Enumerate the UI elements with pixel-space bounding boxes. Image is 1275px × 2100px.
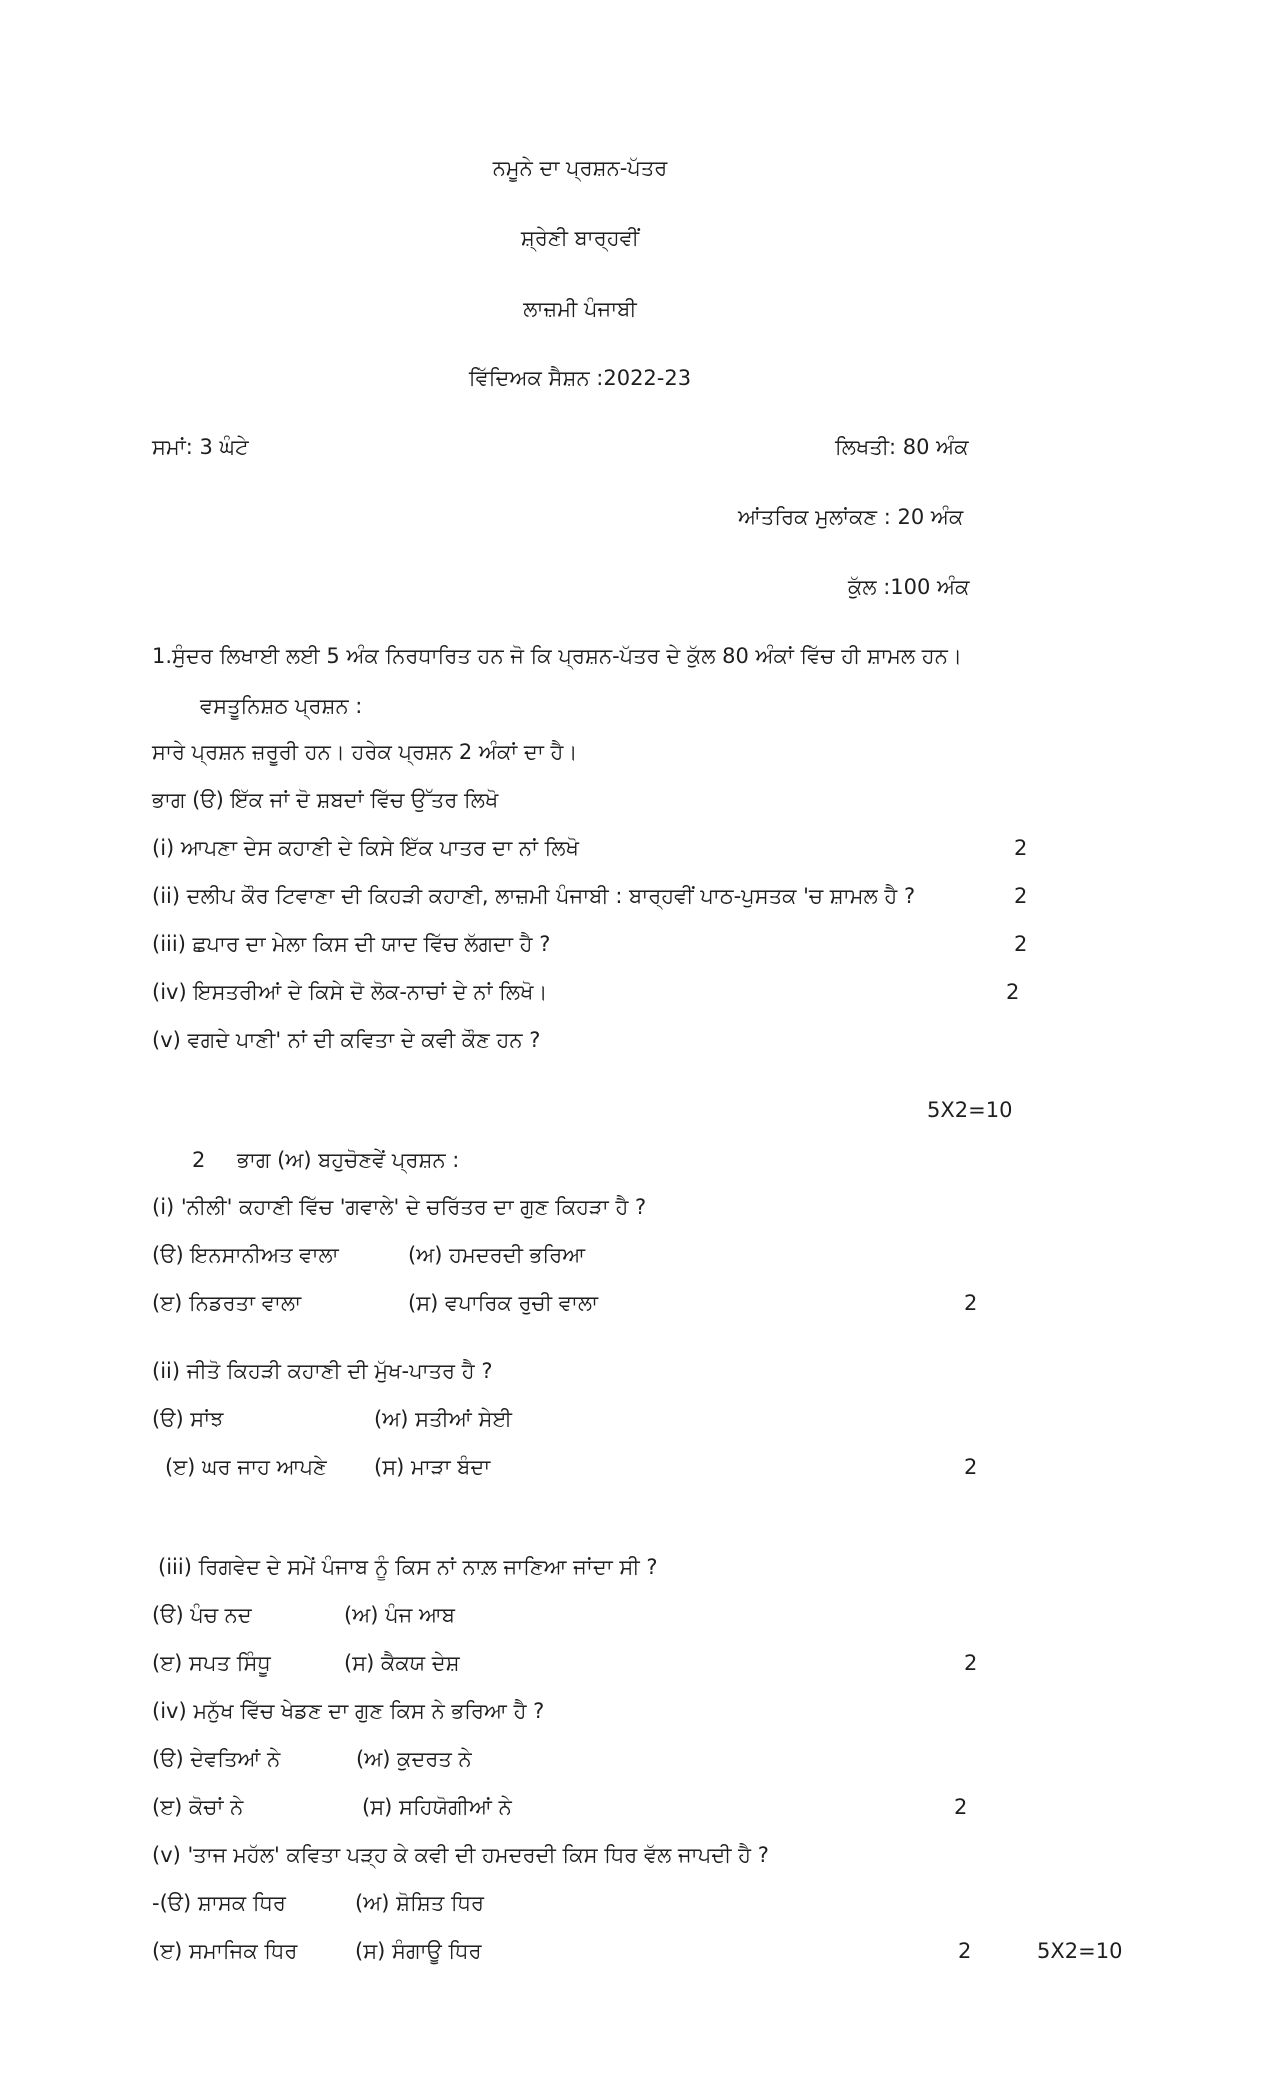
internal-assessment-marks: ਆਂਤਰਿਕ ਮੁਲਾਂਕਣ : 20 ਅੰਕ — [738, 505, 964, 529]
mcq-question: (v) 'ਤਾਜ ਮਹੱਲ' ਕਵਿਤਾ ਪੜ੍ਹ ਕੇ ਕਵੀ ਦੀ ਹਮਦਰਦੀ ਕਿਸ ਧਿਰ ਵੱਲ ਜਾਪਦੀ ਹੈ ? — [152, 1843, 769, 1867]
mcq-option: (ਅ) ਕੁਦਰਤ ਨੇ — [356, 1747, 472, 1771]
part-a-question: (ii) ਦਲੀਪ ਕੌਰ ਟਿਵਾਣਾ ਦੀ ਕਿਹੜੀ ਕਹਾਣੀ, ਲਾਜ਼ਮੀ ਪੰਜਾਬੀ : ਬਾਰ੍ਹਵੀਂ ਪਾਠ-ਪੁਸਤਕ 'ਚ ਸ਼ਾਮਲ ਹੈ ? — [152, 884, 916, 908]
mcq-option: (ੲ) ਸਪਤ ਸਿੰਧੂ — [152, 1651, 271, 1675]
mcq-option: (ੲ) ਘਰ ਜਾਹ ਆਪਣੇ — [165, 1455, 327, 1479]
part-b-total: 5X2=10 — [1037, 1939, 1123, 1963]
mcq-question: (iii) ਰਿਗਵੇਦ ਦੇ ਸਮੇਂ ਪੰਜਾਬ ਨੂੰ ਕਿਸ ਨਾਂ ਨਾਲ਼ ਜਾਣਿਆ ਜਾਂਦਾ ਸੀ ? — [158, 1555, 658, 1579]
part-a-heading: ਭਾਗ (ੳ) ਇੱਕ ਜਾਂ ਦੋ ਸ਼ਬਦਾਂ ਵਿੱਚ ਉੱਤਰ ਲਿਖੋ — [152, 788, 499, 812]
mcq-option: (ਸ) ਕੈਕਯ ਦੇਸ਼ — [344, 1651, 460, 1675]
question-marks: 2 — [964, 1651, 978, 1675]
mcq-option: (ੳ) ਸਾਂਝ — [152, 1407, 224, 1431]
mcq-option: (ਸ) ਮਾੜਾ ਬੰਦਾ — [374, 1455, 491, 1479]
session-label: ਵਿੱਦਿਅਕ ਸੈਸ਼ਨ :2022-23 — [468, 366, 692, 390]
objective-heading: ਵਸਤੂਨਿਸ਼ਠ ਪ੍ਰਸ਼ਨ : — [200, 694, 363, 718]
mcq-question: (ii) ਜੀਤੋ ਕਿਹੜੀ ਕਹਾਣੀ ਦੀ ਮੁੱਖ-ਪਾਤਰ ਹੈ ? — [152, 1359, 493, 1383]
question-marks: 2 — [1014, 932, 1028, 956]
mcq-option: (ੲ) ਕੋਚਾਂ ਨੇ — [152, 1795, 244, 1819]
question-marks: 2 — [1014, 884, 1028, 908]
question-marks: 2 — [964, 1291, 978, 1315]
question-marks: 2 — [1006, 980, 1020, 1004]
part-a-question: (i) ਆਪਣਾ ਦੇਸ ਕਹਾਣੀ ਦੇ ਕਿਸੇ ਇੱਕ ਪਾਤਰ ਦਾ ਨਾਂ ਲਿਖੋ — [152, 836, 579, 860]
mcq-option: -(ੳ) ਸ਼ਾਸਕ ਧਿਰ — [152, 1891, 286, 1915]
mcq-option: (ਸ) ਵਪਾਰਿਕ ਰੁਚੀ ਵਾਲਾ — [408, 1291, 599, 1315]
mcq-option: (ਅ) ਸਤੀਆਂ ਸੇਈ — [374, 1407, 512, 1431]
question-marks: 2 — [964, 1455, 978, 1479]
part-b-heading: ਭਾਗ (ਅ) ਬਹੁਚੋਣਵੇਂ ਪ੍ਰਸ਼ਨ : — [237, 1148, 460, 1172]
part-a-question: (iv) ਇਸਤਰੀਆਂ ਦੇ ਕਿਸੇ ਦੋ ਲੋਕ-ਨਾਚਾਂ ਦੇ ਨਾਂ ਲਿਖੋ। — [152, 980, 548, 1004]
paper-title: ਨਮੂਨੇ ਦਾ ਪ੍ਰਸ਼ਨ-ਪੱਤਰ — [492, 156, 668, 180]
part-a-total: 5X2=10 — [927, 1098, 1013, 1122]
mcq-option: (ੳ) ਦੇਵਤਿਆਂ ਨੇ — [152, 1747, 281, 1771]
mcq-option: (ੳ) ਪੰਚ ਨਦ — [152, 1603, 252, 1627]
part-a-question: (iii) ਛਪਾਰ ਦਾ ਮੇਲਾ ਕਿਸ ਦੀ ਯਾਦ ਵਿੱਚ ਲੱਗਦਾ ਹੈ ? — [152, 932, 551, 956]
class-label: ਸ਼੍ਰੇਣੀ ਬਾਰ੍ਹਵੀਂ — [520, 226, 640, 250]
question-marks: 2 — [958, 1939, 972, 1963]
mcq-option: (ਅ) ਸ਼ੋਸ਼ਿਤ ਧਿਰ — [355, 1891, 484, 1915]
mcq-option: (ਅ) ਪੰਜ ਆਬ — [344, 1603, 456, 1627]
mcq-option: (ੳ) ਇਨਸਾਨੀਅਤ ਵਾਲਾ — [152, 1243, 339, 1267]
mcq-option: (ਸ) ਸਹਿਯੋਗੀਆਂ ਨੇ — [362, 1795, 512, 1819]
question-marks: 2 — [1014, 836, 1028, 860]
mcq-option: (ਅ) ਹਮਦਰਦੀ ਭਰਿਆ — [408, 1243, 586, 1267]
mcq-question: (i) 'ਨੀਲੀ' ਕਹਾਣੀ ਵਿੱਚ 'ਗਵਾਲੇ' ਦੇ ਚਰਿੱਤਰ ਦਾ ਗੁਣ ਕਿਹੜਾ ਹੈ ? — [152, 1195, 647, 1219]
mcq-option: (ਸ) ਸੰਗਾਊ ਧਿਰ — [355, 1939, 482, 1963]
part-b-number: 2 — [192, 1148, 206, 1172]
mcq-question: (iv) ਮਨੁੱਖ ਵਿੱਚ ਖੇਡਣ ਦਾ ਗੁਣ ਕਿਸ ਨੇ ਭਰਿਆ ਹੈ ? — [152, 1699, 545, 1723]
mcq-option: (ੲ) ਨਿਡਰਤਾ ਵਾਲਾ — [152, 1291, 302, 1315]
written-marks: ਲਿਖਤੀ: 80 ਅੰਕ — [835, 435, 969, 459]
question-marks: 2 — [954, 1795, 968, 1819]
total-marks: ਕੁੱਲ :100 ਅੰਕ — [848, 575, 970, 599]
mcq-option: (ੲ) ਸਮਾਜਿਕ ਧਿਰ — [152, 1939, 298, 1963]
compulsory-instruction: ਸਾਰੇ ਪ੍ਰਸ਼ਨ ਜ਼ਰੂਰੀ ਹਨ। ਹਰੇਕ ਪ੍ਰਸ਼ਨ 2 ਅੰਕਾਂ ਦਾ ਹੈ। — [152, 740, 578, 764]
part-a-question: (v) ਵਗਦੇ ਪਾਣੀ' ਨਾਂ ਦੀ ਕਵਿਤਾ ਦੇ ਕਵੀ ਕੌਣ ਹਨ ? — [152, 1028, 541, 1052]
subject-label: ਲਾਜ਼ਮੀ ਪੰਜਾਬੀ — [523, 297, 637, 321]
handwriting-instruction: 1.ਸੁੰਦਰ ਲਿਖਾਈ ਲਈ 5 ਅੰਕ ਨਿਰਧਾਰਿਤ ਹਨ ਜੋ ਕਿ ਪ੍ਰਸ਼ਨ-ਪੱਤਰ ਦੇ ਕੁੱਲ 80 ਅੰਕਾਂ ਵਿੱਚ ਹੀ ਸ਼ਾਮਲ ਹਨ। — [152, 644, 962, 668]
time-allowed: ਸਮਾਂ: 3 ਘੰਟੇ — [152, 435, 249, 459]
